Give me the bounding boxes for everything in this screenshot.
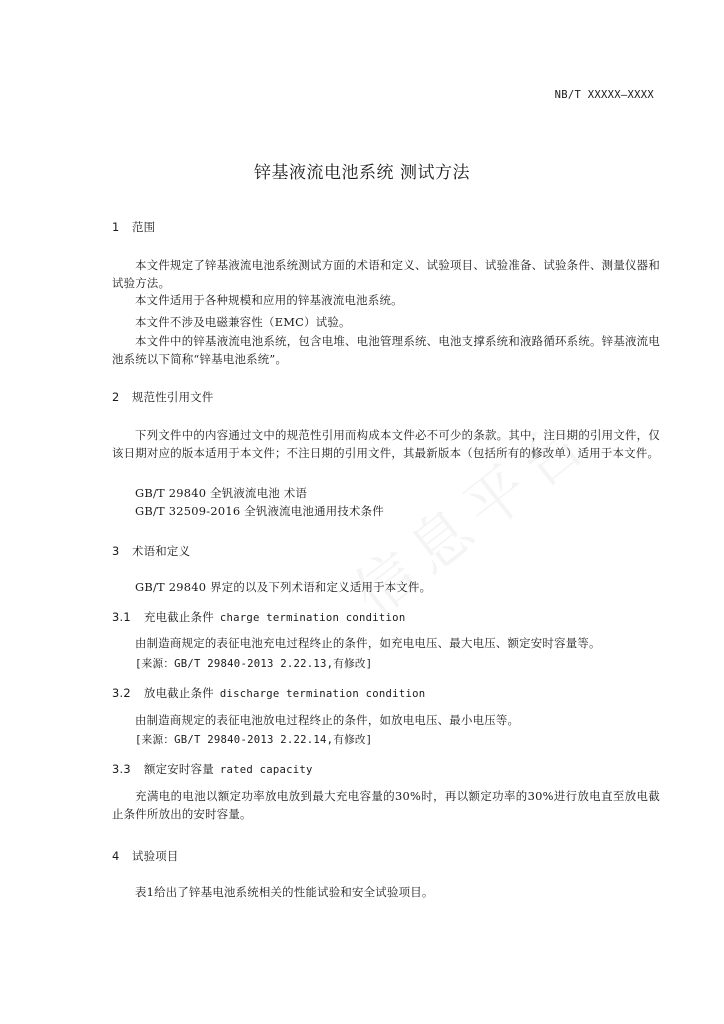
term-number: 3.3 — [112, 762, 131, 776]
section-3-heading — [112, 543, 190, 559]
term-3-1-definition: 由制造商规定的表征电池充电过程终止的条件，如充电电压、最大电压、额定安时容量等。 — [135, 636, 601, 650]
term-cn: 充电截止条件 — [144, 610, 214, 624]
term-number: 3.2 — [112, 686, 131, 700]
term-3-2-definition: 由制造商规定的表征电池放电过程终止的条件，如放电电压、最小电压等。 — [135, 713, 520, 727]
paragraph-text: 本文件规定了锌基液流电池系统测试方面的术语和定义、试验项目、试验准备、试验条件、测量仪器和试验方法。 — [112, 258, 660, 290]
reference-2: GB/T 32509-2016 全钒液流电池通用技术条件 — [135, 504, 384, 518]
term-cn: 额定安时容量 — [144, 762, 214, 776]
section-4-heading — [112, 848, 179, 864]
paragraph-text: 本文件中的锌基液流电池系统，包含电堆、电池管理系统、电池支撑系统和液路循环系统。锌基液流电池系统以下简称“锌基电池系统”。 — [112, 334, 660, 366]
section-1-paragraph-2: 本文件适用于各种规模和应用的锌基液流电池系统。 — [135, 293, 403, 307]
section-title: 规范性引用文件 — [132, 390, 214, 404]
paragraph-text: 下列文件中的内容通过文中的规范性引用而构成本文件必不可少的条款。其中，注日期的引用文件，仅该日期对应的版本适用于本文件；不注日期的引用文件，其最新版本（包括所有的修改单）适用于本文件。 — [112, 428, 660, 460]
term-3-1-source: [来源：GB/T 29840-2013 2.22.13,有修改] — [135, 658, 373, 670]
section-title: 试验项目 — [132, 849, 179, 863]
section-number: 2 — [112, 390, 120, 404]
term-3-3-heading — [112, 761, 313, 777]
section-number: 3 — [112, 544, 120, 558]
section-number: 4 — [112, 849, 120, 863]
section-1-paragraph-1 — [112, 256, 660, 292]
reference-1: GB/T 29840 全钒液流电池 术语 — [135, 486, 308, 500]
term-3-2-source: [来源：GB/T 29840-2013 2.22.14,有修改] — [135, 734, 373, 746]
term-cn: 放电截止条件 — [144, 686, 214, 700]
section-title: 范围 — [132, 220, 156, 234]
paragraph-text: 充满电的电池以额定功率放电放到最大充电容量的30%时，再以额定功率的30%进行放电直至放电截止条件所放出的安时容量。 — [112, 789, 660, 821]
section-3-intro: GB/T 29840 界定的以及下列术语和定义适用于本文件。 — [135, 580, 432, 594]
section-1-paragraph-3: 本文件不涉及电磁兼容性（EMC）试验。 — [135, 315, 351, 329]
section-1-heading — [112, 219, 155, 235]
term-3-3-definition — [112, 787, 660, 823]
section-1-paragraph-4 — [112, 332, 660, 368]
document-title: 锌基液流电池系统 测试方法 — [254, 163, 470, 183]
standard-number: NB/T XXXXX—XXXX — [554, 89, 654, 101]
term-3-1-heading — [112, 609, 405, 625]
section-number: 1 — [112, 220, 120, 234]
section-2-paragraph-1 — [112, 426, 660, 462]
term-3-2-heading — [112, 685, 425, 701]
section-4-paragraph-1: 表1给出了锌基电池系统相关的性能试验和安全试验项目。 — [135, 885, 434, 899]
term-en: rated capacity — [219, 764, 313, 776]
term-en: charge termination condition — [219, 612, 406, 624]
section-title: 术语和定义 — [132, 544, 191, 558]
term-en: discharge termination condition — [219, 688, 426, 700]
term-number: 3.1 — [112, 610, 131, 624]
section-2-heading — [112, 389, 214, 405]
